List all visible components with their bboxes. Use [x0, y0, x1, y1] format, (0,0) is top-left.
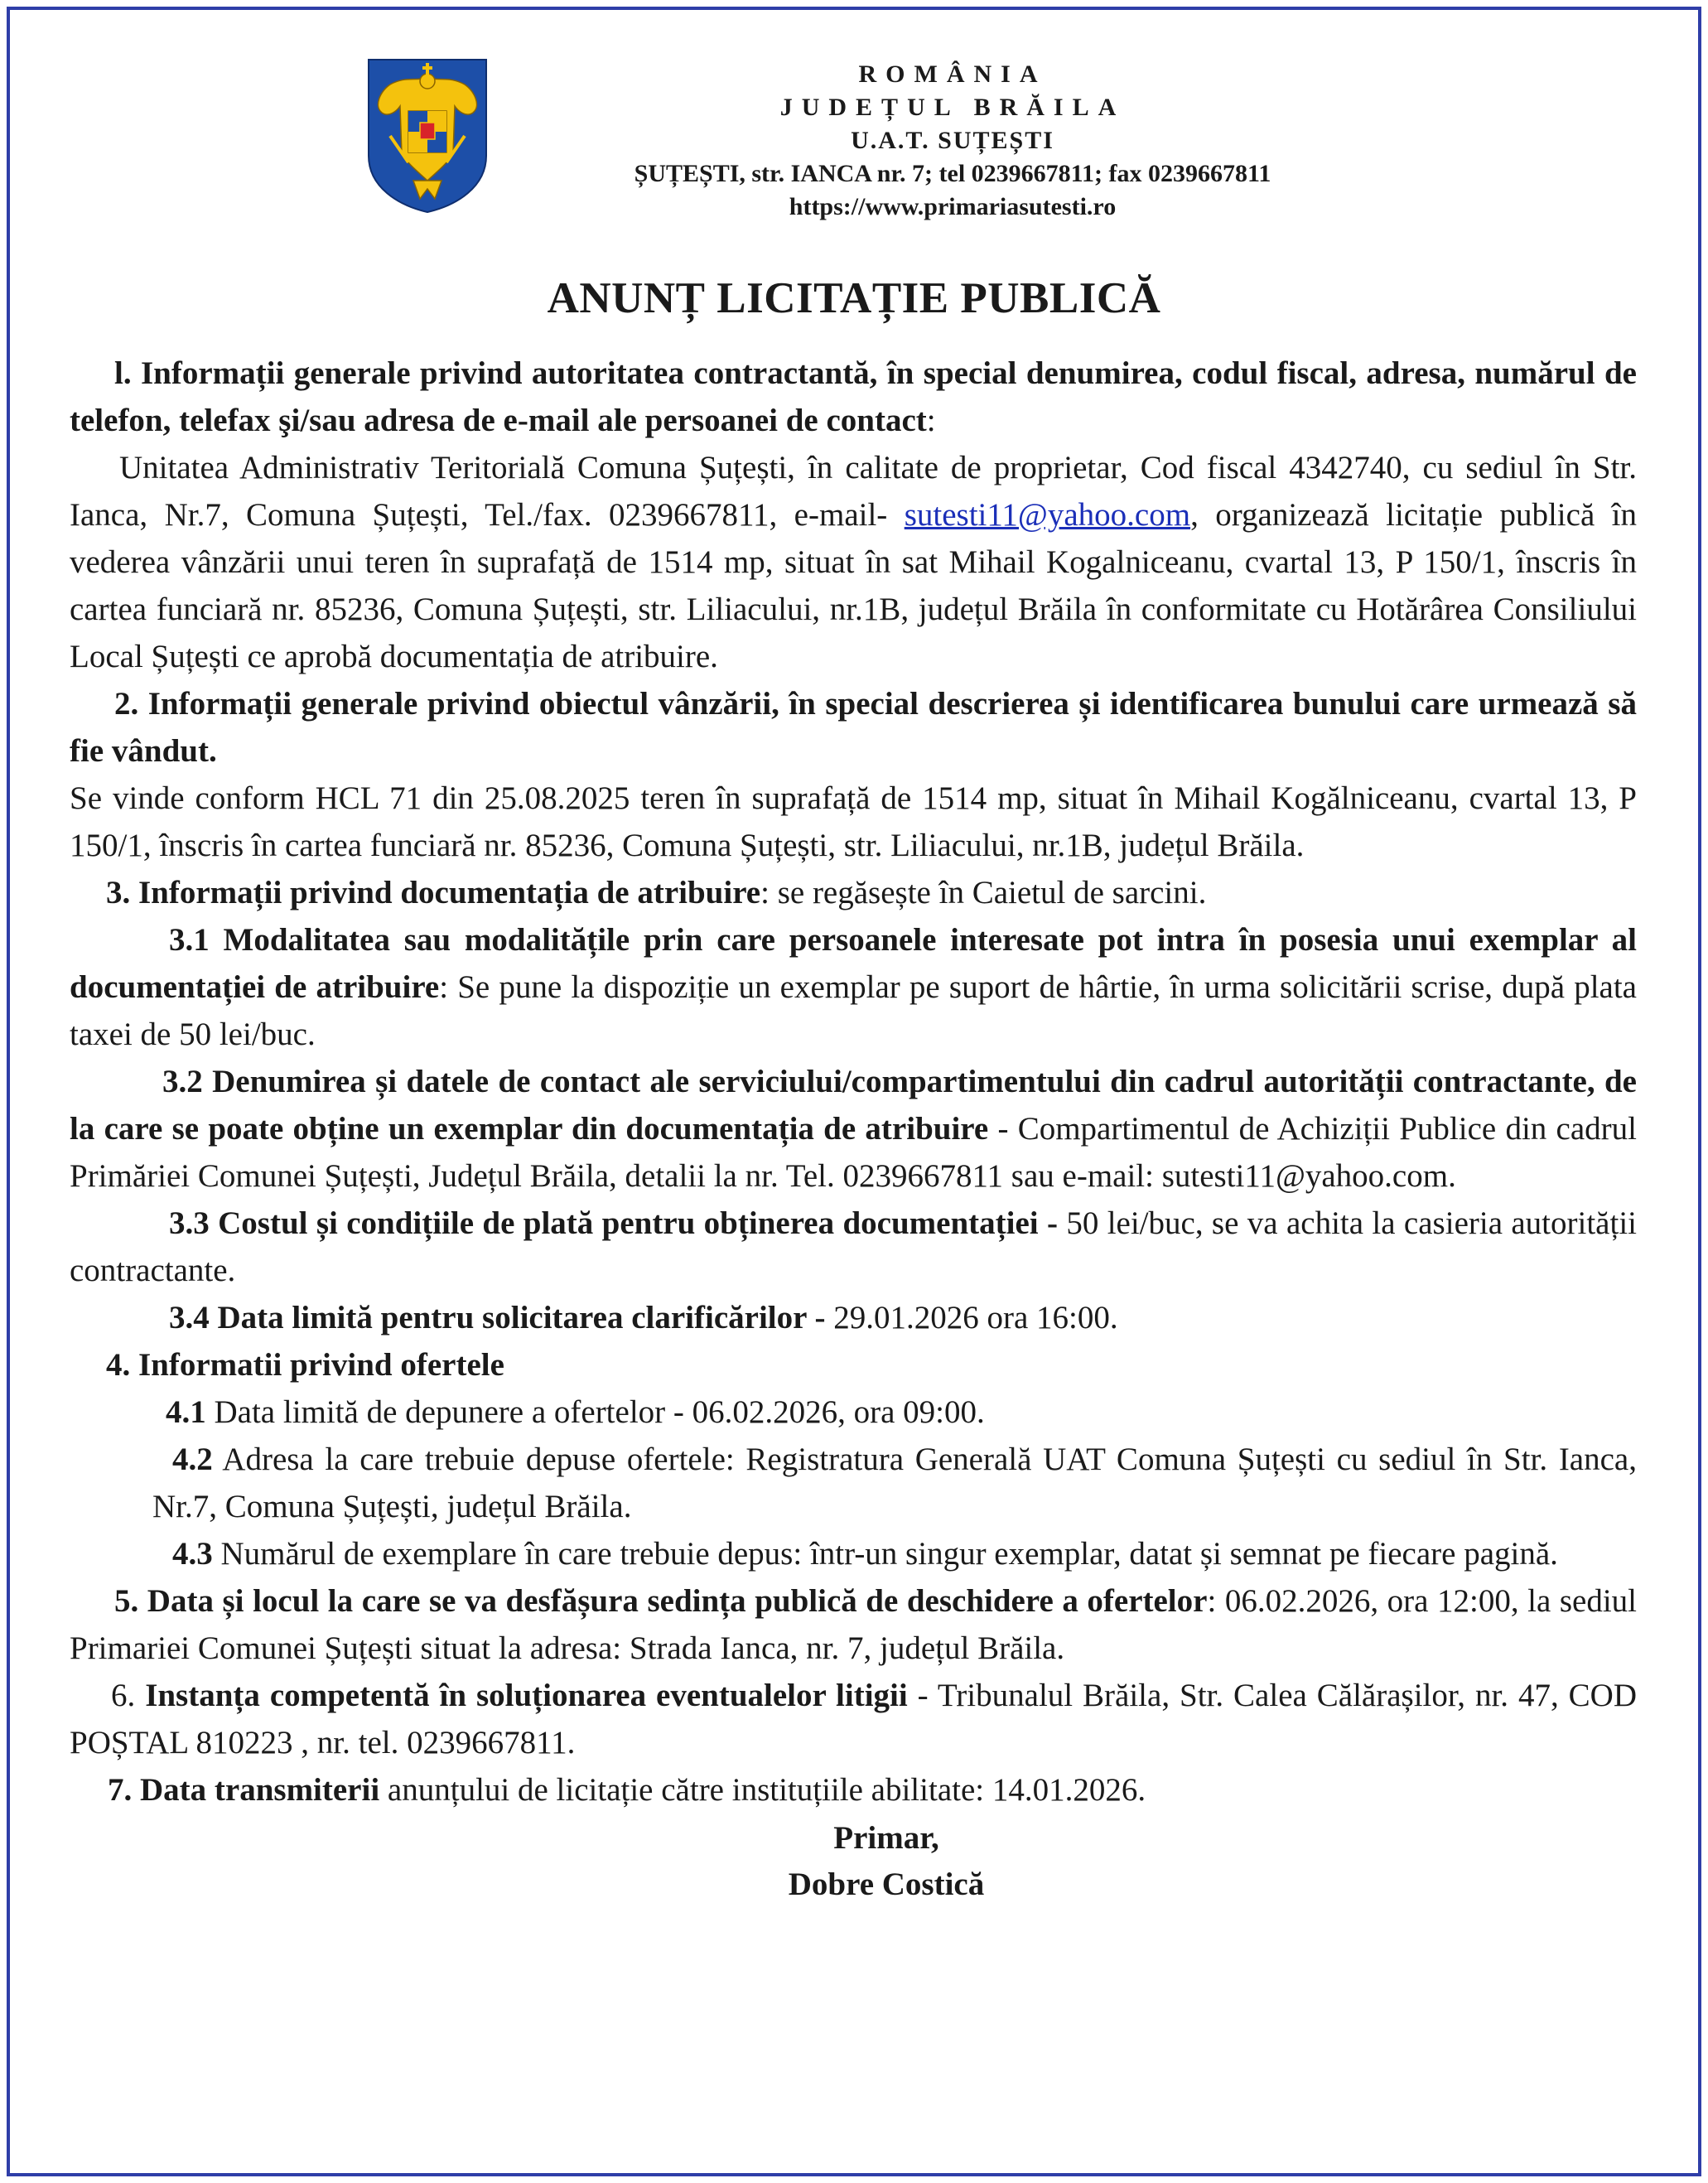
header-address: ȘUȚEȘTI, str. IANCA nr. 7; tel 0239667811; fax 0239667811: [634, 160, 1271, 187]
section-3: [70, 869, 1637, 916]
signature-block: [70, 1815, 1637, 1908]
signature-name: Dobre Costică: [788, 1867, 985, 1902]
section-6-heading: Instanța competentă în soluționarea eventualelor litigii: [145, 1678, 908, 1713]
section-1-heading-text: l. Informații generale privind autoritatea contractantă, în special denumirea, codul fiscal, adresa, numărul de telefon, telefax şi/sau adresa de e-mail ale persoanei de contact: [70, 355, 1637, 438]
section-3-2: [70, 1058, 1637, 1200]
contact-email-link[interactable]: sutesti11@yahoo.com: [904, 497, 1191, 533]
section-6-num: 6.: [111, 1678, 146, 1713]
section-3-4-text: 29.01.2026 ora 16:00.: [825, 1300, 1118, 1335]
signature-role: Primar,: [833, 1820, 939, 1856]
section-4-2: [70, 1436, 1637, 1530]
section-2-text: [70, 775, 1637, 869]
section-5-text: : 06.02.2026, ora 12:00, la sediul Primariei Comunei Șuțești situat la adresa: Strada Ianca, nr. 7, județul Brăila.: [70, 1583, 1637, 1666]
section-3-2-heading: 3.2 Denumirea și datele de contact ale serviciului/compartimentului din cadrul autorității contractante, de la care se poate obține un exemplar din documentația de atribuire: [70, 1064, 1637, 1147]
section-4-2-num: 4.2: [172, 1442, 213, 1477]
header-county: JUDEȚUL BRĂILA: [779, 94, 1126, 121]
section-1-text-b: , organizează licitație publică în vederea vânzării unui teren în suprafață de 1514 mp, situat în sat Mihail Kogalniceanu, cvartal 13, P 150/1, înscris în cartea funciară nr. 85236, Comuna Șuțești, str. Liliacului, nr.1B, județul Brăila în conformitate cu Hotărârea Consiliului Local Șuțești ce aprobă documentația de atribuire.: [70, 497, 1637, 674]
section-3-4-heading: 3.4 Data limită pentru solicitarea clarificărilor -: [169, 1300, 826, 1335]
header-website: https://www.primariasutesti.ro: [789, 193, 1117, 220]
section-1-heading-colon: :: [926, 403, 936, 438]
section-1-heading: [70, 350, 1637, 444]
section-7-text: anunțului de licitație către instituțiile abilitate: 14.01.2026.: [379, 1772, 1146, 1808]
coat-of-arms-icon: [365, 56, 490, 214]
header-country: ROMÂNIA: [858, 60, 1047, 88]
section-1-text: [70, 444, 1637, 680]
section-4-1-num: 4.1: [166, 1394, 206, 1430]
section-3-text: : se regăsește în Caietul de sarcini.: [760, 875, 1207, 910]
section-3-2-text: - Compartimentul de Achiziții Publice din cadrul Primăriei Comunei Șuțești, Județul Brăila, detalii la nr. Tel. 0239667811 sau e-mail: sutesti11@yahoo.com.: [70, 1111, 1637, 1194]
section-4-3: [70, 1530, 1637, 1577]
section-2-text-body: Se vinde conform HCL 71 din 25.08.2025 teren în suprafață de 1514 mp, situat în Mihail Kogălniceanu, cvartal 13, P 150/1, înscris în cartea funciară nr. 85236, Comuna Șuțești, str. Liliacului, nr.1B, județul Brăila.: [70, 780, 1637, 863]
section-5: [70, 1577, 1637, 1672]
section-3-3: [70, 1200, 1637, 1294]
section-4-heading: [70, 1341, 1637, 1389]
section-4-2-text: Adresa la care trebuie depuse ofertele: Registratura Generală UAT Comuna Șuțești cu sediul în Str. Ianca, Nr.7, Comuna Șuțești, județul Brăila.: [152, 1442, 1637, 1524]
section-3-3-text: 50 lei/buc, se va achita la casieria autorității contractante.: [70, 1205, 1637, 1288]
section-4-heading-text: 4. Informatii privind ofertele: [106, 1347, 504, 1383]
section-2-heading: [70, 680, 1637, 775]
section-1-text-a: Unitatea Administrativ Teritorială Comuna Șuțești, în calitate de proprietar, Cod fiscal 4342740, cu sediul în Str. Ianca, Nr.7, Comuna Șuțești, Tel./fax. 0239667811, e-mail-: [70, 450, 1637, 533]
section-3-heading: 3. Informații privind documentația de atribuire: [106, 875, 761, 910]
section-3-3-heading: 3.3 Costul și condițiile de plată pentru obținerea documentației -: [169, 1205, 1058, 1241]
section-3-1-heading: 3.1 Modalitatea sau modalitățile prin care persoanele interesate pot intra în posesia unui exemplar al documentației de atribuire: [70, 922, 1637, 1005]
section-4-3-text: Numărul de exemplare în care trebuie depus: într-un singur exemplar, datat și semnat pe fiecare pagină.: [212, 1536, 1558, 1572]
section-4-1: [70, 1389, 1637, 1436]
section-4-3-num: 4.3: [172, 1536, 213, 1572]
section-2-heading-text: 2. Informații generale privind obiectul vânzării, în special descrierea și identificarea bunului care urmează să fie vândut.: [70, 686, 1637, 769]
section-6-text: - Tribunalul Brăila, Str. Calea Călărașilor, nr. 47, COD POȘTAL 810223 , nr. tel. 0239667811.: [70, 1678, 1638, 1760]
header-uat: U.A.T. SUȚEȘTI: [851, 127, 1054, 154]
section-7: [70, 1766, 1637, 1814]
section-6: [70, 1672, 1637, 1766]
section-3-1-text: : Se pune la dispoziție un exemplar pe suport de hârtie, în urma solicitării scrise, după plata taxei de 50 lei/buc.: [70, 969, 1637, 1052]
section-5-heading: 5. Data și locul la care se va desfășura sedința publică de deschidere a ofertelor: [114, 1583, 1208, 1619]
section-3-4: [70, 1294, 1637, 1341]
section-3-1: [70, 916, 1637, 1058]
page-title: ANUNȚ LICITAȚIE PUBLICĂ: [547, 274, 1161, 322]
letterhead: [497, 58, 1408, 224]
section-7-heading: 7. Data transmiterii: [108, 1772, 380, 1808]
section-4-1-text: Data limită de depunere a ofertelor - 06.02.2026, ora 09:00.: [205, 1394, 985, 1430]
announcement-body: [70, 350, 1637, 1908]
